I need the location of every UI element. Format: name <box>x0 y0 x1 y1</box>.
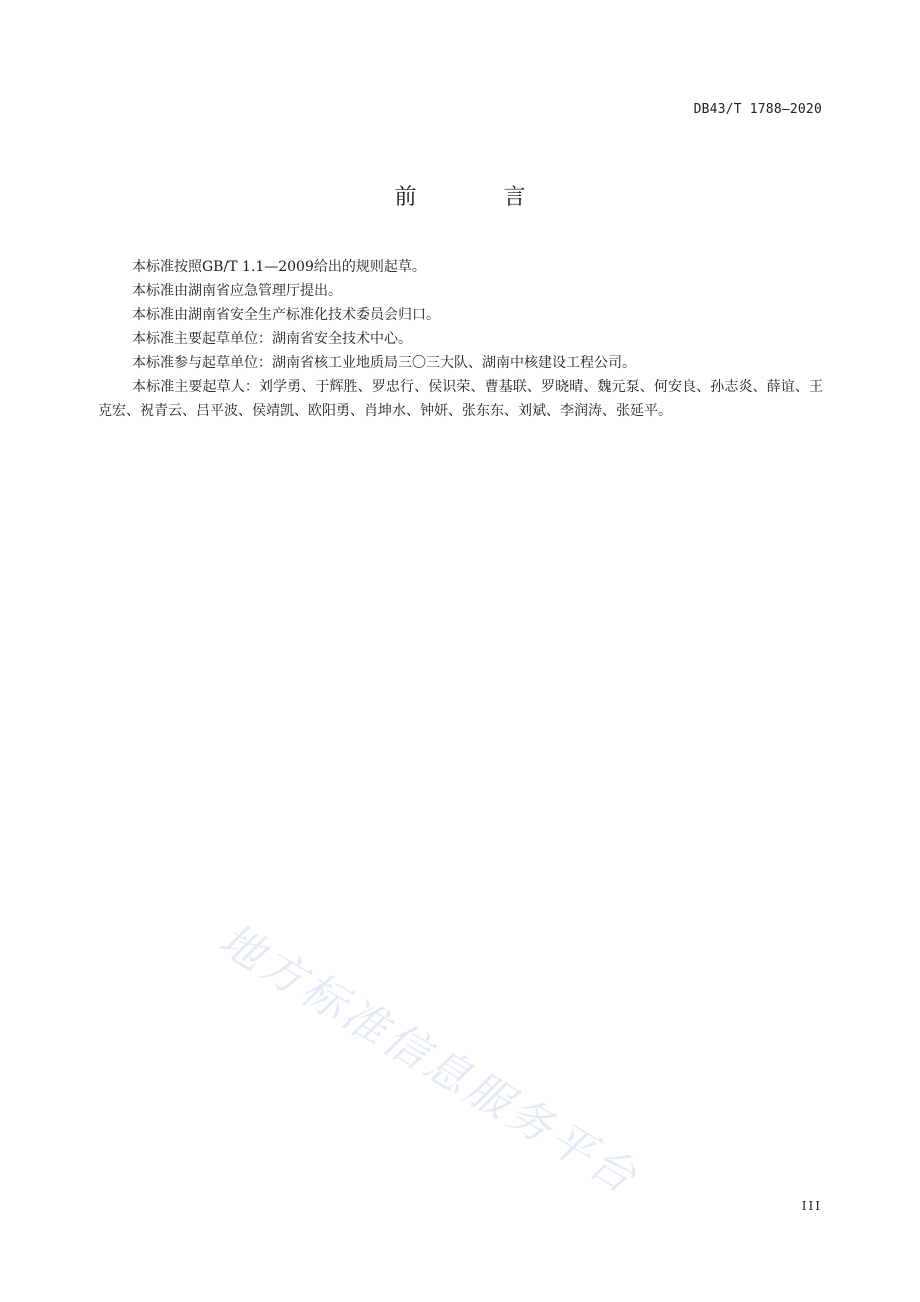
paragraph-main-drafting-unit: 本标准主要起草单位：湖南省安全技术中心。 <box>132 331 412 347</box>
paragraph-committee: 本标准由湖南省安全生产标准化技术委员会归口。 <box>132 307 440 323</box>
watermark-text: 地方标准信息服务平台 <box>209 913 648 1205</box>
paragraph-drafting-rules: 本标准按照GB/T 1.1—2009给出的规则起草。 <box>132 259 426 275</box>
foreword-body <box>98 255 823 423</box>
paragraph-participating-units: 本标准参与起草单位：湖南省核工业地质局三〇三大队、湖南中核建设工程公司。 <box>132 355 636 371</box>
standard-number: DB43/T 1788—2020 <box>693 102 822 117</box>
paragraph-main-drafters: 本标准主要起草人：刘学勇、于辉胜、罗忠行、侯识荣、曹基联、罗晓晴、魏元泵、何安良、孙志炎、薛谊、王克宏、祝青云、吕平波、侯靖凯、欧阳勇、肖坤水、钟妍、张东东、刘斌、李润涛、张延平。 <box>98 379 823 419</box>
paragraph-proposer: 本标准由湖南省应急管理厅提出。 <box>132 283 342 299</box>
page-number: III <box>801 1199 822 1213</box>
page-title: 前 言 <box>394 185 566 210</box>
